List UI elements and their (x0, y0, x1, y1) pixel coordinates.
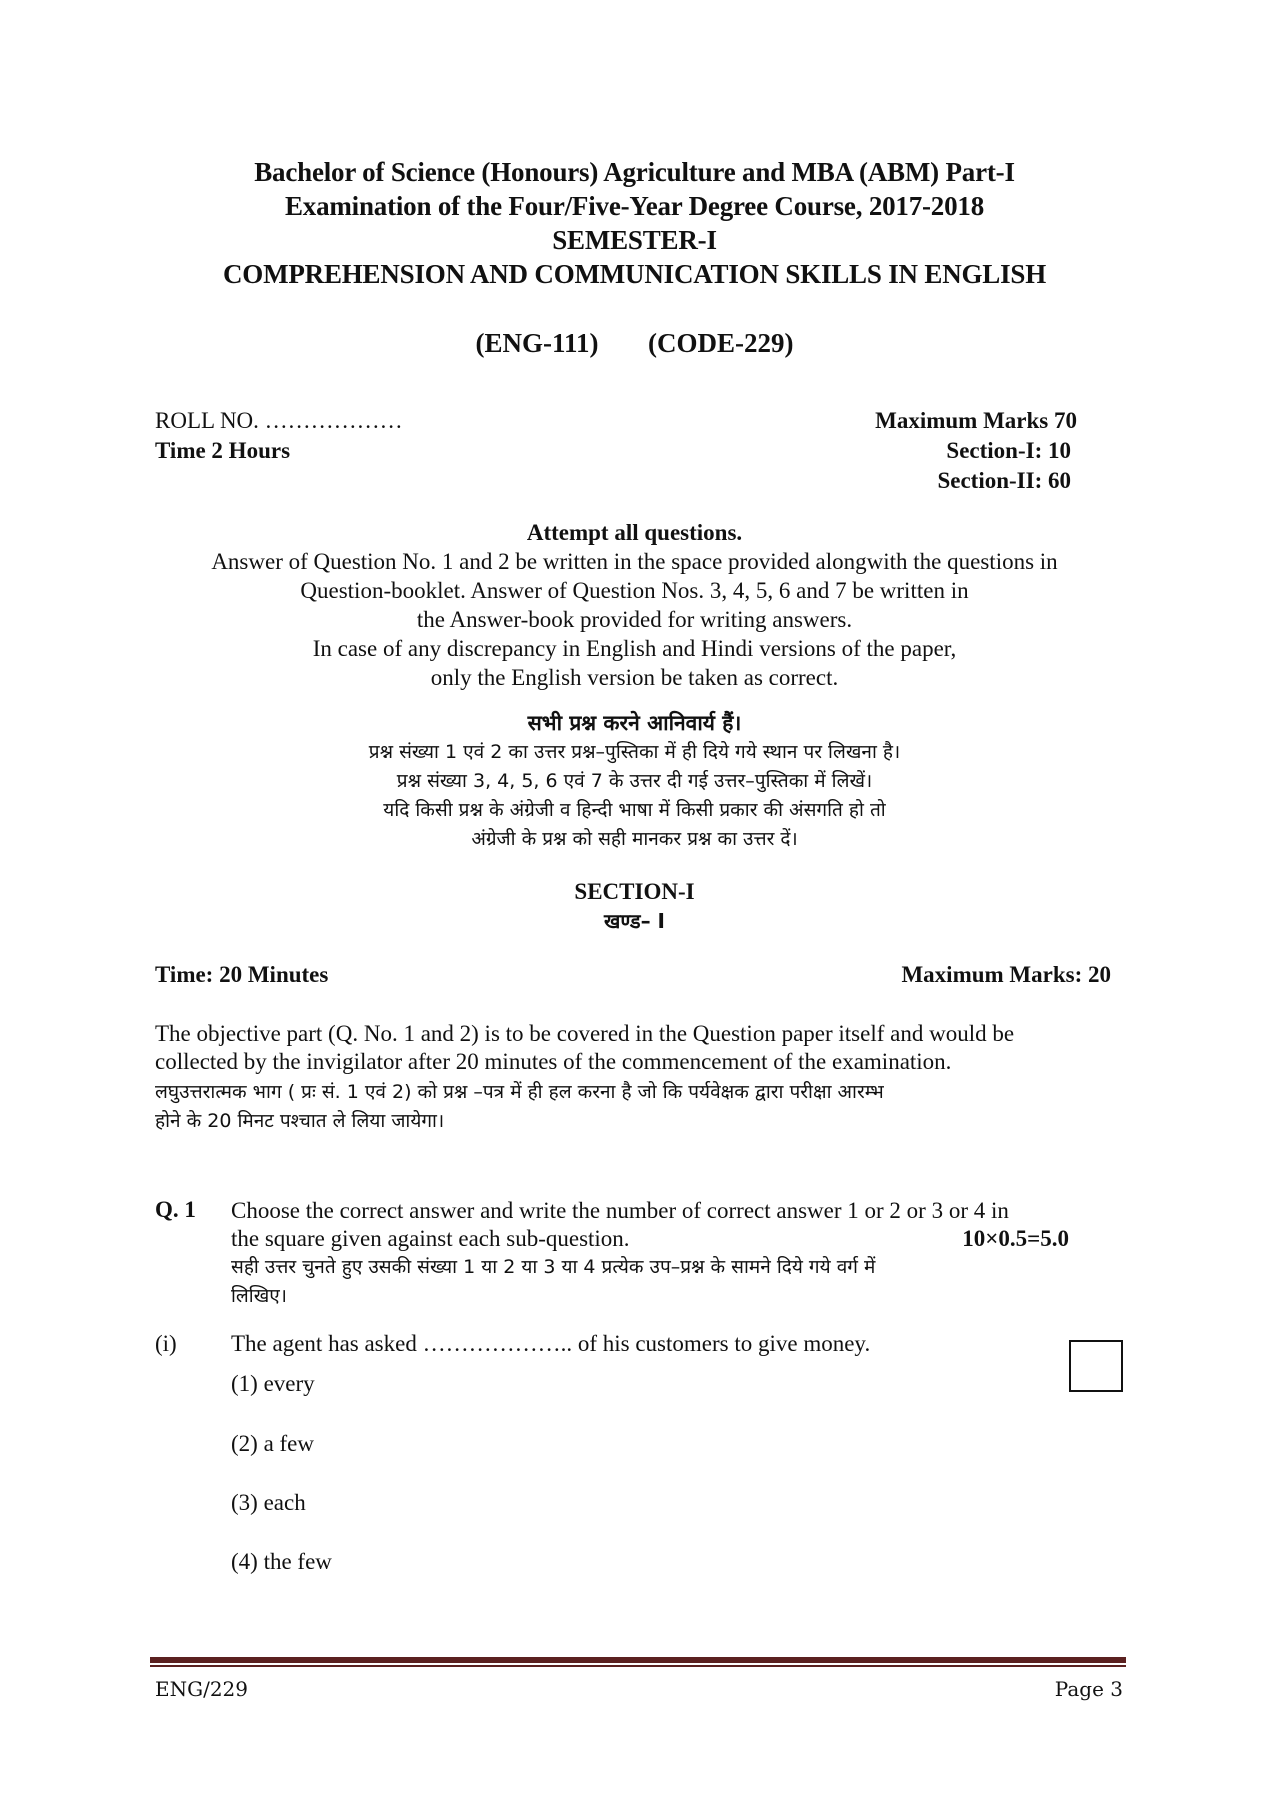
footer-rule-thick (150, 1657, 1126, 1663)
paper-code: (CODE-229) (648, 328, 794, 358)
question1-line2-row (231, 1225, 1111, 1253)
instructions-heading: Attempt all questions. (526, 520, 743, 545)
exam-title (0, 155, 1269, 291)
section1-marks: Section-I: 10 (946, 438, 1071, 463)
instruction-line: Answer of Question No. 1 and 2 be written in the space provided alongwith the questions in (211, 549, 1058, 574)
course-codes (0, 328, 1269, 359)
section1-time: Time: 20 Minutes (155, 962, 329, 987)
footer-page-number: Page 3 (1054, 1677, 1123, 1701)
instruction-line: Question-booklet. Answer of Question Nos. 3, 4, 5, 6 and 7 be written in (300, 578, 969, 603)
title-line-1: Bachelor of Science (Honours) Agriculture and MBA (ABM) Part-I (254, 157, 1015, 187)
hindi-instructions-heading: सभी प्रश्न करने आनिवार्य हैं। (527, 711, 742, 735)
hindi-paragraph-line: होने के 20 मिनट पश्चात ले लिया जायेगा। (155, 1110, 445, 1132)
title-line-4: COMPREHENSION AND COMMUNICATION SKILLS IN ENGLISH (222, 259, 1047, 289)
question1-hindi-line2: लिखिए। (231, 1285, 287, 1307)
question1-line2: the square given against each sub-question. (231, 1226, 630, 1251)
answer-box[interactable] (1069, 1340, 1123, 1392)
sub-question-text: The agent has asked ……………….. of his customers to give money. (231, 1331, 871, 1356)
course-code: (ENG-111) (475, 328, 599, 358)
instruction-line: only the English version be taken as correct. (430, 665, 839, 690)
option-4: (4) the few (231, 1549, 332, 1574)
sub-question-label: (i) (155, 1331, 177, 1356)
footer-doc-code: ENG/229 (155, 1677, 248, 1701)
paragraph-line: collected by the invigilator after 20 minutes of the commencement of the examination. (155, 1049, 952, 1074)
instruction-line: the Answer-book provided for writing answers. (416, 607, 853, 632)
footer-rule-thin (150, 1665, 1126, 1667)
question1-body (231, 1197, 1111, 1311)
section1-max-marks: Maximum Marks: 20 (901, 962, 1111, 987)
max-marks: Maximum Marks 70 (875, 408, 1077, 433)
hindi-instruction-line: प्रश्न संख्या 1 एवं 2 का उत्तर प्रश्न–पुस्तिका में ही दिये गये स्थान पर लिखना है। (368, 741, 901, 763)
section1-hindi-heading: खण्ड– I (604, 909, 665, 933)
option-2: (2) a few (231, 1431, 315, 1456)
option-3: (3) each (231, 1490, 306, 1515)
question1-line1: Choose the correct answer and write the number of correct answer 1 or 2 or 3 or 4 in (231, 1198, 1009, 1223)
instruction-line: In case of any discrepancy in English and Hindi versions of the paper, (312, 636, 957, 661)
option-1: (1) every (231, 1371, 315, 1396)
section1-hindi-paragraph (155, 1078, 1135, 1136)
hindi-instruction-line: प्रश्न संख्या 3, 4, 5, 6 एवं 7 के उत्तर दी गई उत्तर–पुस्तिका में लिखें। (396, 770, 873, 792)
paragraph-line: The objective part (Q. No. 1 and 2) is to be covered in the Question paper itself and would be (155, 1021, 1015, 1046)
question-number: Q. 1 (155, 1197, 196, 1222)
hindi-instruction-line: अंग्रेजी के प्रश्न को सही मानकर प्रश्न का उत्तर दें। (471, 828, 798, 850)
hindi-instruction-line: यदि किसी प्रश्न के अंग्रेजी व हिन्दी भाषा में किसी प्रकार की अंसगति हो तो (383, 799, 886, 821)
hindi-instructions-block (0, 708, 1269, 854)
question1-hindi-line1: सही उत्तर चुनते हुए उसकी संख्या 1 या 2 या 3 या 4 प्रत्येक उप–प्रश्न के सामने दिये गये वर्ग में (231, 1256, 876, 1278)
hindi-paragraph-line: लघुउत्तरात्मक भाग ( प्रः सं. 1 एवं 2) को प्रश्न –पत्र में ही हल करना है जो कि पर्यवेक्षक द्वारा परीक्षा आरम्भ (155, 1081, 884, 1103)
title-line-3: SEMESTER-I (552, 225, 717, 255)
title-line-2: Examination of the Four/Five-Year Degree Course, 2017-2018 (284, 191, 985, 221)
instructions-block (0, 518, 1269, 692)
question1-marks: 10×0.5=5.0 (962, 1226, 1069, 1251)
time-label: Time 2 Hours (155, 438, 291, 463)
section2-marks: Section-II: 60 (937, 468, 1071, 493)
roll-no-label: ROLL NO. ……………… (155, 408, 403, 433)
section1-heading: SECTION-I (574, 879, 695, 904)
section1-paragraph (155, 1020, 1135, 1076)
